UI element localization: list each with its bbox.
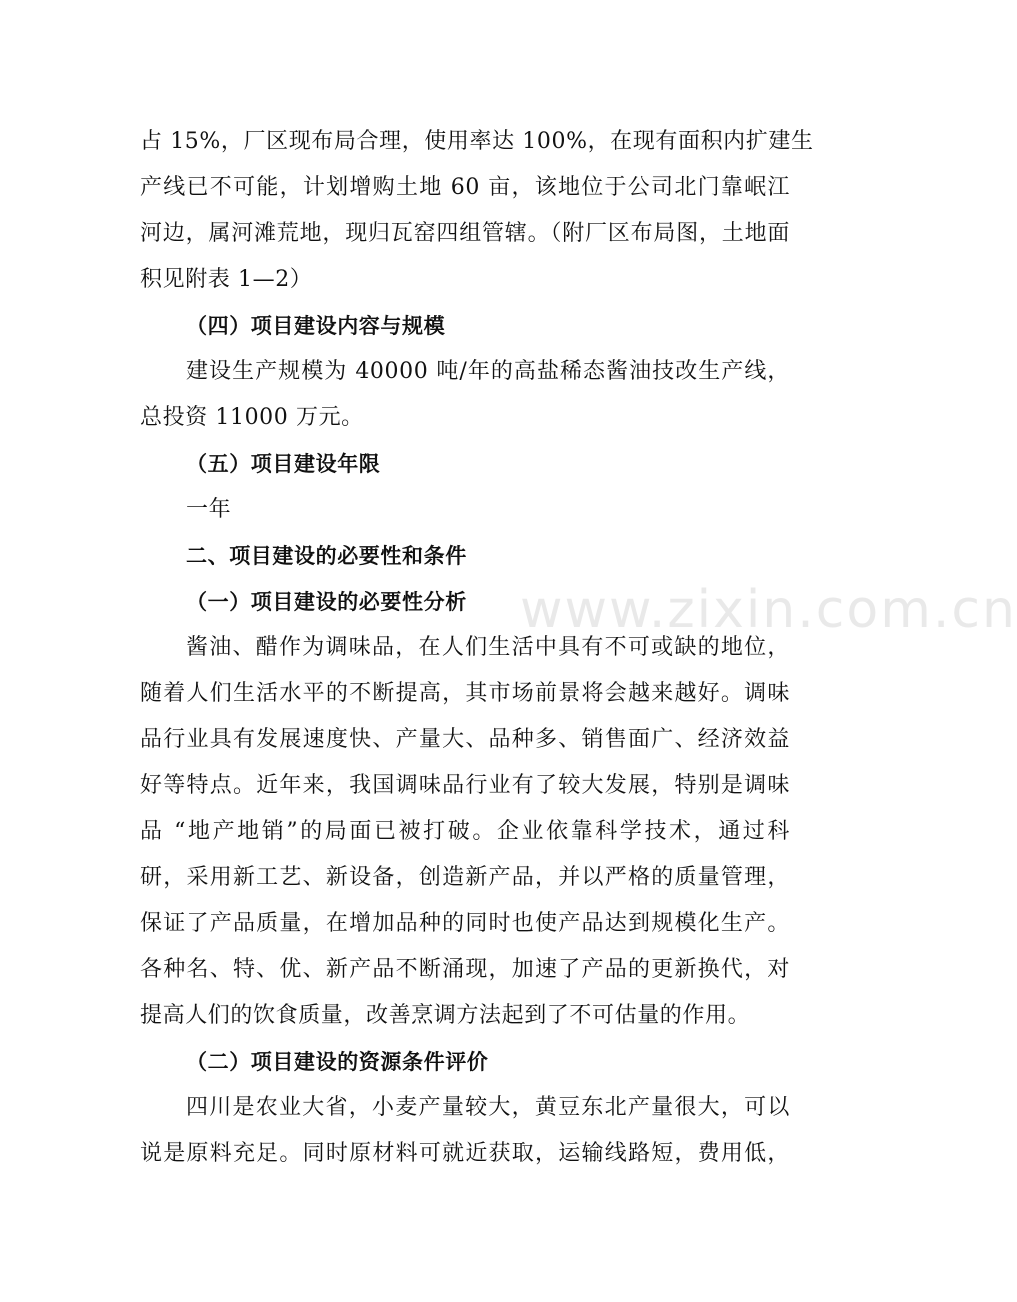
section-heading: （一）项目建设的必要性分析 <box>186 590 467 614</box>
body-line: 各种名、特、优、新产品不断涌现，加速了产品的更新换代，对 <box>140 957 790 982</box>
body-line: 总投资 11000 万元。 <box>140 405 364 430</box>
body-line: 随着人们生活水平的不断提高，其市场前景将会越来越好。调味 <box>140 681 790 706</box>
section-heading: （二）项目建设的资源条件评价 <box>186 1050 489 1074</box>
section-heading: （四）项目建设内容与规模 <box>186 314 446 338</box>
body-line: 说是原料充足。同时原材料可就近获取，运输线路短，费用低， <box>140 1141 790 1166</box>
body-line: 四川是农业大省，小麦产量较大，黄豆东北产量很大，可以 <box>186 1095 790 1120</box>
body-line: 研，采用新工艺、新设备，创造新产品，并以严格的质量管理， <box>140 865 790 890</box>
body-line: 占 15%，厂区现布局合理，使用率达 100%，在现有面积内扩建生 <box>140 129 814 154</box>
body-line: 建设生产规模为 40000 吨/年的高盐稀态酱油技改生产线， <box>186 359 790 384</box>
body-line: 提高人们的饮食质量，改善烹调方法起到了不可估量的作用。 <box>140 1003 751 1028</box>
body-line: 积见附表 1—2） <box>140 267 313 292</box>
body-line: 产线已不可能，计划增购土地 60 亩，该地位于公司北门靠岷江 <box>140 175 790 200</box>
body-line: 一年 <box>186 497 232 522</box>
watermark: www.zixin.com.cn <box>520 580 1017 640</box>
body-line: 保证了产品质量，在增加品种的同时也使产品达到规模化生产。 <box>140 911 790 936</box>
body-line: 品行业具有发展速度快、产量大、品种多、销售面广、经济效益 <box>140 727 790 752</box>
chapter-heading: 二、项目建设的必要性和条件 <box>186 544 467 568</box>
body-line: 品 “地产地销”的局面已被打破。企业依靠科学技术，通过科 <box>140 819 790 844</box>
body-line: 酱油、醋作为调味品，在人们生活中具有不可或缺的地位， <box>186 635 790 660</box>
body-line: 好等特点。近年来，我国调味品行业有了较大发展，特别是调味 <box>140 773 790 798</box>
section-heading: （五）项目建设年限 <box>186 452 381 476</box>
body-line: 河边，属河滩荒地，现归瓦窑四组管辖。（附厂区布局图，土地面 <box>140 221 790 246</box>
